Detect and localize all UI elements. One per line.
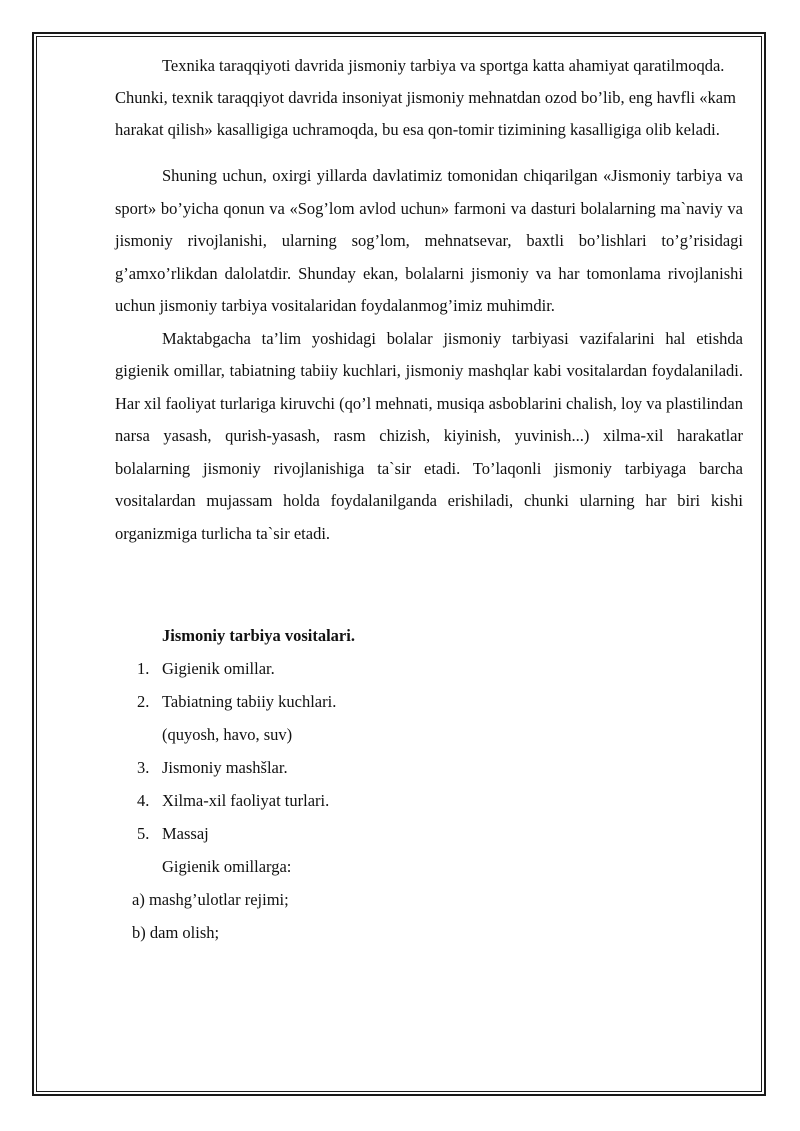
list-item-text: Gigienik omillar. xyxy=(162,659,275,678)
list-number: 1. xyxy=(137,659,150,678)
list-item xyxy=(115,784,743,817)
list-number: 4. xyxy=(137,791,150,810)
list-number: 3. xyxy=(137,758,150,777)
list-item-text: Tabiatning tabiiy kuchlari. xyxy=(162,692,337,711)
list-item-text: Massaj xyxy=(162,824,209,843)
list-item xyxy=(115,751,743,784)
paragraph-intro: Texnika taraqqiyoti davrida jismoniy tarbiya va sportga katta ahamiyat qaratilmoqda. Chunki, texnik taraqqiyot davrida insoniyat jismoniy mehnatdan ozod bo’lib, eng havfli «kam harakat qilish» kasalligiga uchramoqda, bu esa qon-tomir tizimining kasalligiga olib keladi. xyxy=(115,56,736,139)
section-heading: Jismoniy tarbiya vositalari. xyxy=(162,626,355,645)
means-list xyxy=(115,652,743,850)
sub-list-item: b) dam olish; xyxy=(132,923,220,942)
paragraph-preschool: Maktabgacha ta’lim yoshidagi bolalar jismoniy tarbiyasi vazifalarini hal etishda gigienik omillar, tabiatning tabiiy kuchlari, jismoniy mashqlar kabi vositalardan foydalaniladi. Har xil faoliyat turlariga kiruvchi (qo’l mehnati, musiqa asboblarini chalish, loy va plastilindan narsa yasash, qurish-yasash, rasm chizish, kiyinish, yuvinish...) xilma-xil harakatlar bolalarning jismoniy rivojlanishiga ta`sir etadi. To’laqonli jismoniy tarbiyaga barcha vositalardan mujassam holda foydalanilganda erishiladi, chunki ularning har biri kishi organizmiga turlicha ta`sir etadi. xyxy=(115,328,743,543)
list-number: 2. xyxy=(137,692,150,711)
list-number: 5. xyxy=(137,824,150,843)
list-item-text: Jismoniy mashšlar. xyxy=(162,758,288,777)
list-item-note xyxy=(115,718,743,751)
list-item xyxy=(115,685,743,718)
list-item-text: (quyosh, havo, suv) xyxy=(162,725,293,744)
document-body xyxy=(115,50,743,949)
subheading-hygiene: Gigienik omillarga: xyxy=(162,857,292,876)
paragraph-law: Shuning uchun, oxirgi yillarda davlatimiz tomonidan chiqarilgan «Jismoniy tarbiya va sport» bo’yicha qonun va «Sog’lom avlod uchun» farmoni va dasturi bolalarning ma`naviy va jismoniy rivojlanishi, ularning sog’lom, mehnatsevar, baxtli bo’lishlari to’g’risidagi g’amxo’rlikdan dalolatdir. Shunday ekan, bolalarni jismoniy va har tomonlama rivojlanishi uchun jismoniy tarbiya vositalaridan foydalanmog’imiz muhimdir. xyxy=(115,166,743,315)
list-item-text: Xilma-xil faoliyat turlari. xyxy=(162,791,330,810)
list-item xyxy=(115,652,743,685)
sub-list-item: a) mashg’ulotlar rejimi; xyxy=(132,890,289,909)
list-item xyxy=(115,817,743,850)
